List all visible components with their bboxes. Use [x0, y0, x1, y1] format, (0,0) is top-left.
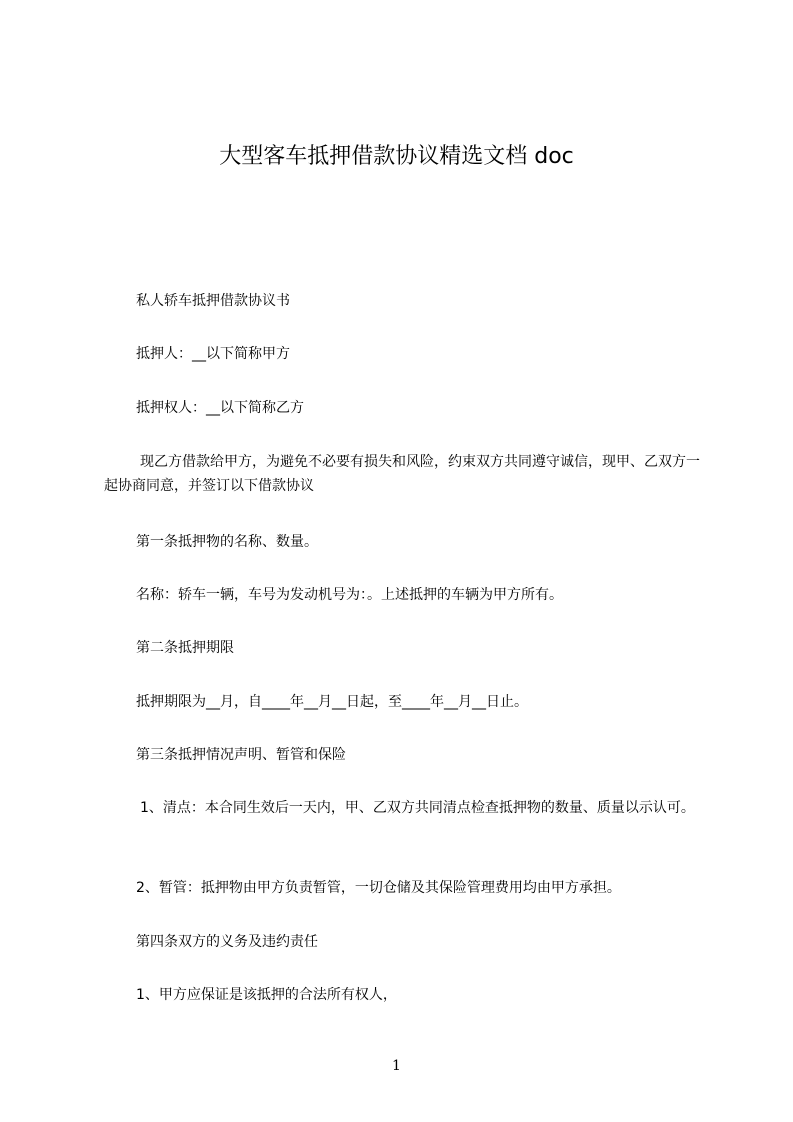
paragraph-mortgagee: 抵押权人：__以下简称乙方 [136, 400, 304, 416]
paragraph-article-3-heading: 第三条抵押情况声明、暂管和保险 [136, 747, 346, 763]
paragraph-agreement-heading: 私人轿车抵押借款协议书 [136, 293, 290, 309]
paragraph-article-1-heading: 第一条抵押物的名称、数量。 [136, 534, 318, 550]
paragraph-article-2-heading: 第二条抵押期限 [136, 640, 234, 656]
paragraph-article-3-custody: 2、暂管：抵押物由甲方负责暂管，一切仓储及其保险管理费用均由甲方承担。 [136, 880, 621, 896]
paragraph-article-4-heading: 第四条双方的义务及违约责任 [136, 934, 318, 950]
paragraph-mortgagor: 抵押人：__以下简称甲方 [136, 346, 290, 362]
document-title: 大型客车抵押借款协议精选文档 doc [219, 144, 574, 169]
paragraph-article-4-clause-1: 1、甲方应保证是该抵押的合法所有权人， [136, 987, 397, 1003]
paragraph-preamble: 现乙方借款给甲方，为避免不必要有损失和风险，约束双方共同遵守诚信，现甲、乙双方一起协商同意，并签订以下借款协议 [104, 454, 700, 494]
paragraph-article-2-term: 抵押期限为__月，自____年__月__日起，至____年__月__日止。 [136, 694, 528, 710]
paragraph-article-1-name: 名称：轿车一辆，车号为发动机号为：。上述抵押的车辆为甲方所有。 [136, 587, 563, 603]
page-number: 1 [392, 1058, 401, 1074]
paragraph-article-3-count: 1、清点：本合同生效后一天内，甲、乙双方共同清点检查抵押物的数量、质量以示认可。 [140, 800, 695, 816]
